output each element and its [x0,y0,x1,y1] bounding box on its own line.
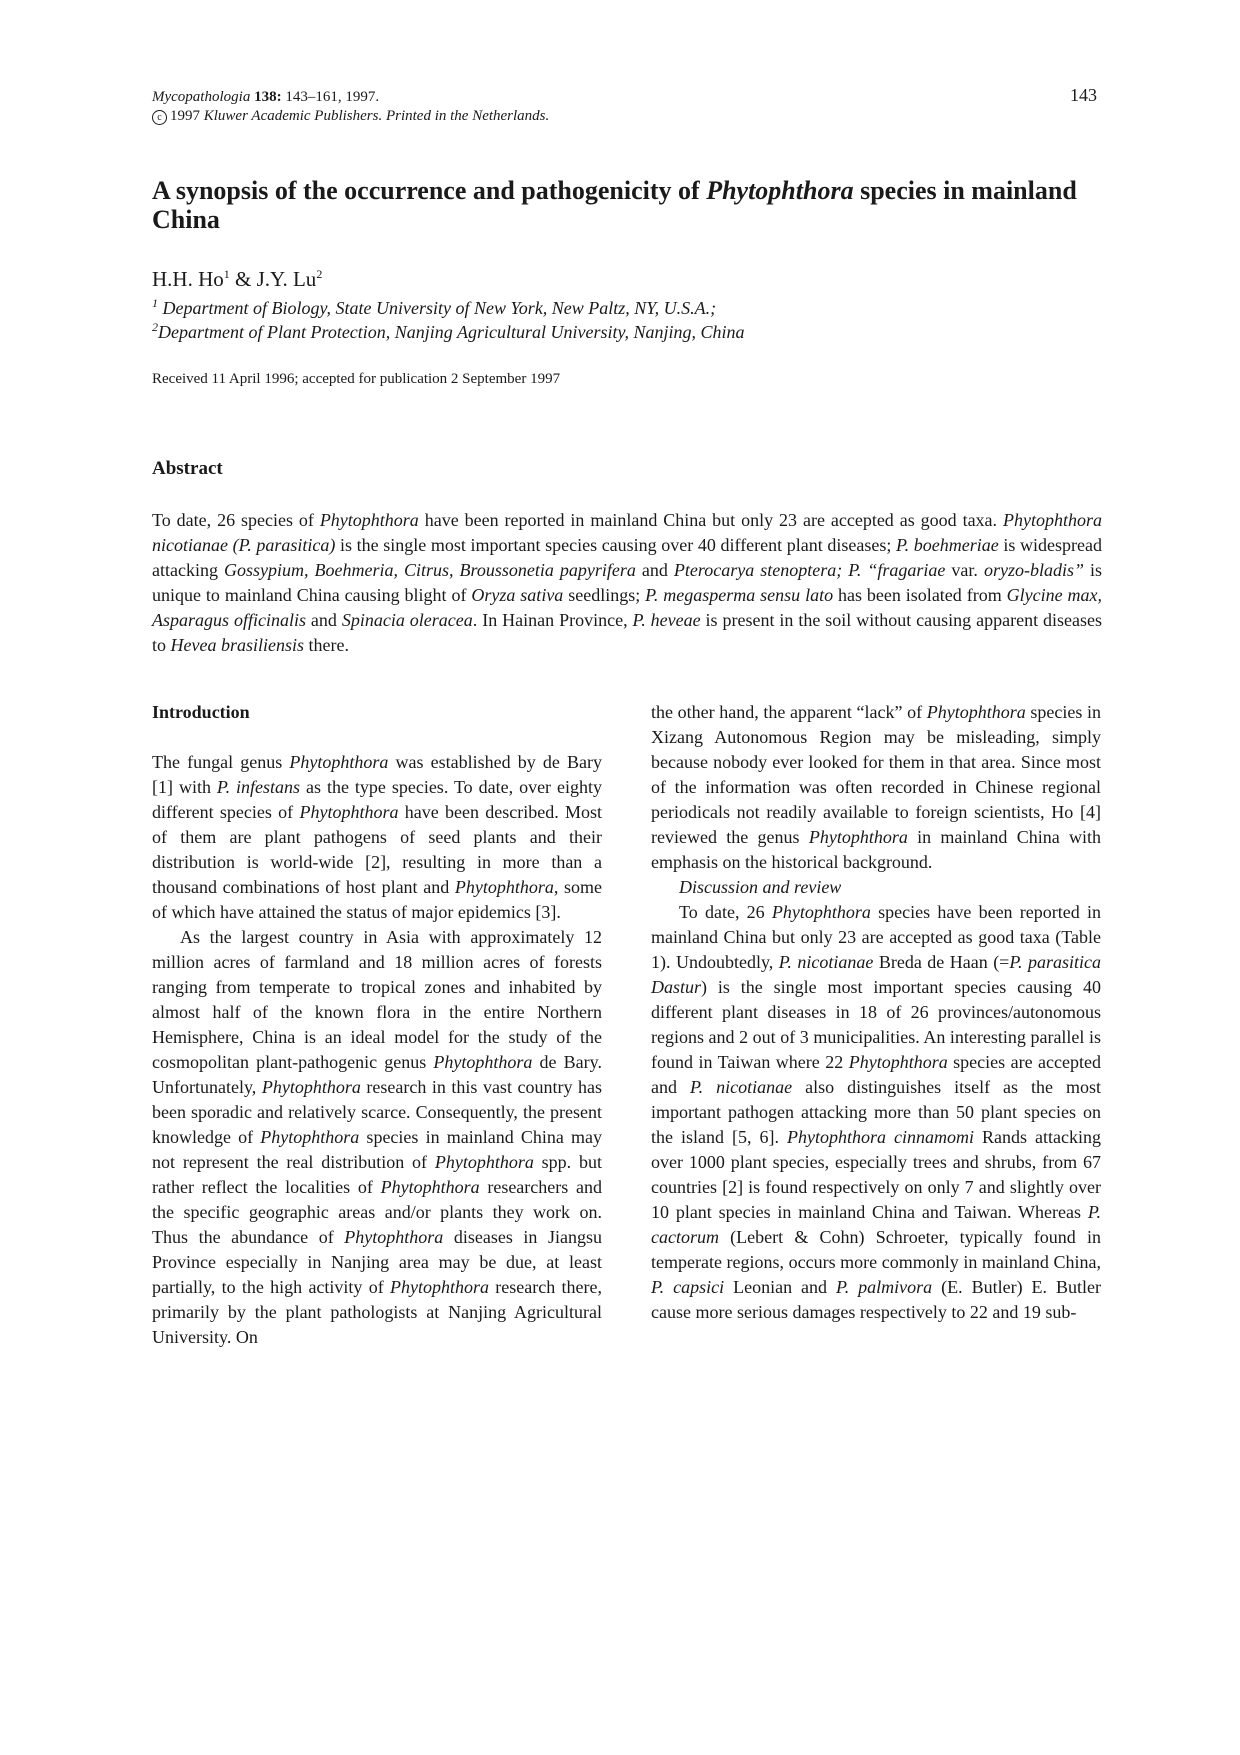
title-part1: A synopsis of the occurrence and pathogenicity of [152,176,707,205]
discussion-paragraph-1: To date, 26 Phytophthora species have been reported in mainland China but only 23 are accepted as good taxa (Table 1). Undoubtedly, P. nicotianae Breda de Haan (=P. parasitica Dastur) is the single most important species causing 40 different plant diseases in 18 of 26 provinces/autonomous regions and 2 out of 3 municipalities. An interesting parallel is found in Taiwan where 22 Phytophthora species are accepted and P. nicotianae also distinguishes itself as the most important pathogen attacking more than 50 plant species on the island [5, 6]. Phytophthora cinnamomi Rands attacking over 1000 plant species, especially trees and shrubs, from 67 countries [2] is found respectively on only 7 and slightly over 10 plant species in mainland China and Taiwan. Whereas P. cactorum (Lebert & Cohn) Schroeter, typically found in temperate regions, occurs more commonly in mainland China, P. capsici Leonian and P. palmivora (E. Butler) E. Butler cause more serious damages respectively to 22 and 19 sub- [651,902,1102,1322]
affiliation-2-sup: 2 [152,320,158,334]
affiliation-1-text: Department of Biology, State University of New York, New Paltz, NY, U.S.A.; [162,298,717,318]
copyright-year: 1997 [170,108,200,124]
author-2-sup: 2 [316,267,323,281]
affiliation-2 [152,320,744,343]
intro-paragraph-2-continued: the other hand, the apparent “lack” of Phytophthora species in Xizang Autonomous Region may be misleading, simply because nobody ever looked for them in that area. Since most of the information was often recorded in Chinese regional periodicals not readily available to foreign scientists, Ho [4] reviewed the genus Phytophthora in mainland China with emphasis on the historical background. [651,702,1102,872]
received-dates: Received 11 April 1996; accepted for publication 2 September 1997 [152,371,561,387]
author-separator: & [229,267,257,291]
author-1-sup: 1 [223,267,230,281]
publisher-line: Kluwer Academic Publishers. Printed in the Netherlands. [203,108,550,124]
author-1: H.H. Ho [152,267,224,291]
affiliation-1 [152,296,716,319]
journal-pages: 143–161, 1997. [285,89,380,105]
affiliation-2-text: Department of Plant Protection, Nanjing Agricultural University, Nanjing, China [158,322,745,342]
journal-volume: 138: [254,89,282,105]
journal-citation [152,88,549,126]
intro-paragraph-1: The fungal genus Phytophthora was established by de Bary [1] with P. infestans as the type species. To date, over eighty different species of Phytophthora have been described. Most of them are plant pathogens of seed plants and their distribution is world-wide [2], resulting in more than a thousand combinations of host plant and Phytophthora, some of which have attained the status of major epidemics [3]. [152,752,603,922]
discussion-subheading: Discussion and review [679,877,842,897]
author-2: J.Y. Lu [256,267,317,291]
title-genus: Phytophthora [706,176,854,205]
abstract-heading: Abstract [152,458,223,479]
copyright-icon: c [152,110,167,125]
abstract-text: To date, 26 species of Phytophthora have been reported in mainland China but only 23 are accepted as good taxa. Phytophthora nicotianae (P. parasitica) is the single most important species causing over 40 different plant diseases; P. boehmeriae is widespread attacking Gossypium, Boehmeria, Citrus, Broussonetia papyrifera and Pterocarya stenoptera; P. “fragariae var. oryzo-bladis” is unique to mainland China causing blight of Oryza sativa seedlings; P. megasperma sensu lato has been isolated from Glycine max, Asparagus officinalis and Spinacia oleracea. In Hainan Province, P. heveae is present in the soil without causing apparent diseases to Hevea brasiliensis there. [152,510,1103,655]
journal-citation-line [152,88,549,107]
title-part2: species in mainland China [152,176,1077,234]
page-number: 143 [1070,85,1097,105]
intro-paragraph-2: As the largest country in Asia with approximately 12 million acres of farmland and 18 million acres of forests ranging from temperate to tropical zones and inhabited by almost half of the known flora in the entire Northern Hemisphere, China is an ideal model for the study of the cosmopolitan plant-pathogenic genus Phytophthora de Bary. Unfortunately, Phytophthora research in this vast country has been sporadic and relatively scarce. Consequently, the present knowledge of Phytophthora species in mainland China may not represent the real distribution of Phytophthora spp. but rather reflect the localities of Phytophthora researchers and the specific geographic areas and/or plants they work on. Thus the abundance of Phytophthora diseases in Jiangsu Province especially in Nanjing area may be due, at least partially, to the high activity of Phytophthora research there, primarily by the plant pathologists at Nanjing Agricultural University. On [152,927,603,1347]
left-column [152,700,602,1350]
journal-name: Mycopathologia [152,89,251,105]
right-column [651,700,1101,1325]
paper-title [152,176,1092,234]
affiliation-1-sup: 1 [152,296,158,310]
copyright-line [152,107,549,126]
introduction-heading: Introduction [152,702,250,722]
author-list [152,267,322,292]
